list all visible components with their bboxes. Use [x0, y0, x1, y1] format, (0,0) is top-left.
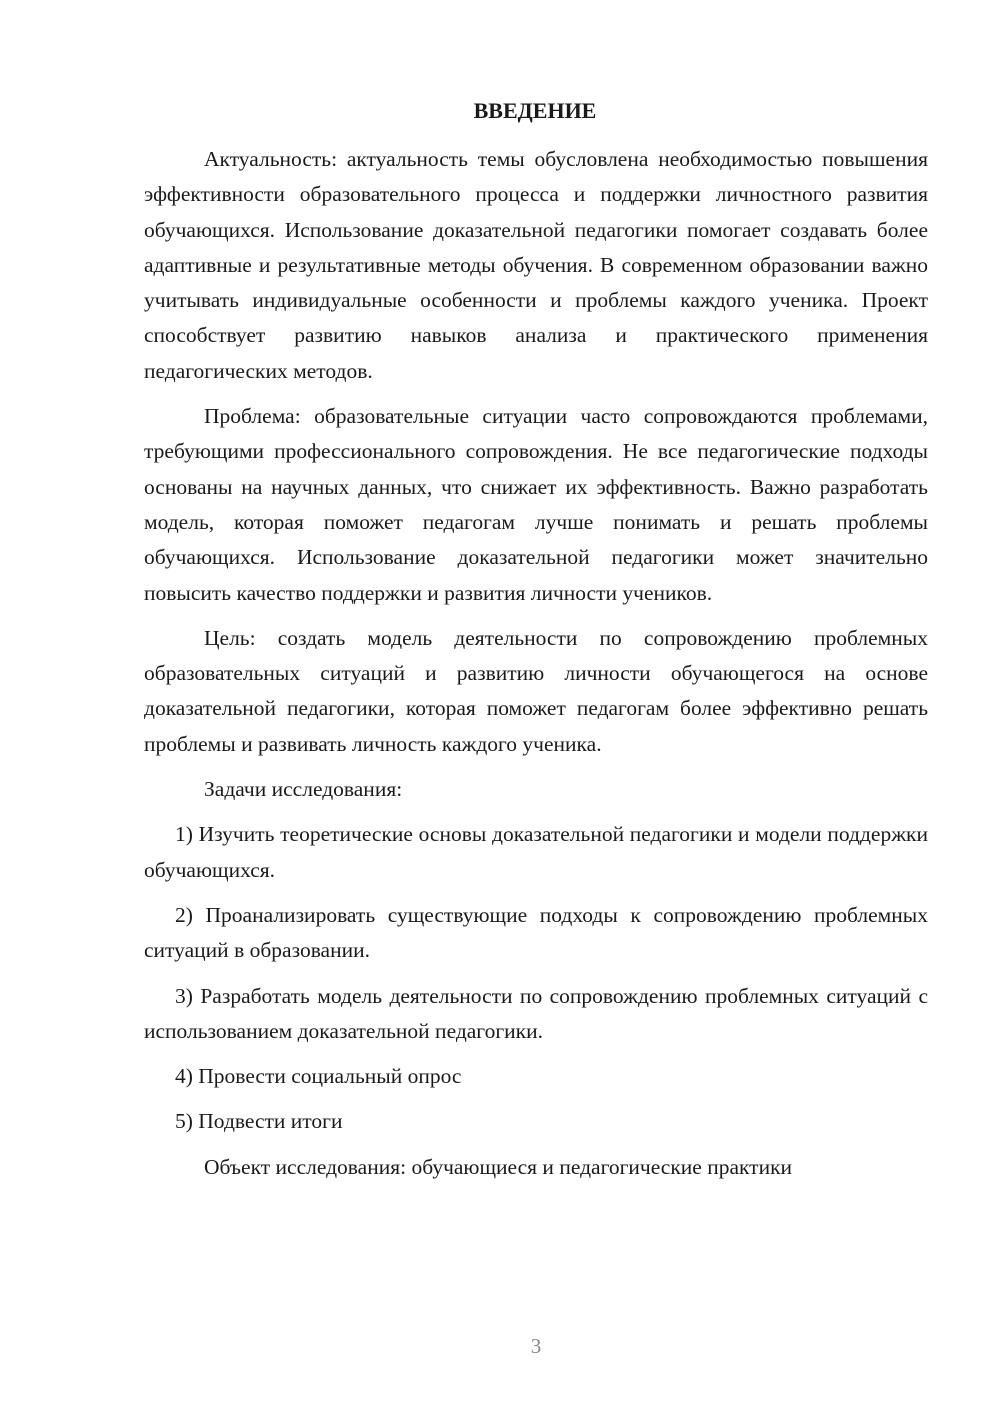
- tasks-heading: Задачи исследования:: [204, 777, 403, 802]
- document-body: [144, 142, 928, 1185]
- task-item: 3) Разработать модель деятельности по сопровождению проблемных ситуаций с использованием доказательной педагогики.: [144, 983, 928, 1043]
- paragraph-relevance: Актуальность: актуальность темы обусловлена необходимостью повышения эффективности образовательного процесса и поддержки личностного развития обучающихся. Использование доказательной педагогики помогает создавать более адаптивные и результативные методы обучения. В современном образовании важно учитывать индивидуальные особенности и проблемы каждого ученика. Проект способствует развитию навыков анализа и практического применения педагогических методов.: [144, 147, 928, 383]
- paragraph-problem: Проблема: образовательные ситуации часто сопровождаются проблемами, требующими профессионального сопровождения. Не все педагогические подходы основаны на научных данных, что снижает их эффективность. Важно разработать модель, которая поможет педагогам лучше понимать и решать проблемы обучающихся. Использование доказательной педагогики может значительно повысить качество поддержки и развития личности учеников.: [144, 404, 928, 605]
- task-item: 2) Проанализировать существующие подходы к сопровождению проблемных ситуаций в образовании.: [144, 902, 928, 963]
- task-item: 1) Изучить теоретические основы доказательной педагогики и модели поддержки обучающихся.: [144, 822, 928, 882]
- research-object: Объект исследования: обучающиеся и педагогические практики: [204, 1154, 793, 1179]
- task-item: 4) Провести социальный опрос: [175, 1064, 462, 1089]
- paragraph-goal: Цель: создать модель деятельности по сопровождению проблемных образовательных ситуаций и развитию личности обучающегося на основе доказательной педагогики, которая поможет педагогам более эффективно решать проблемы и развивать личность каждого ученика.: [144, 625, 928, 756]
- page-title: ВВЕДЕНИЕ: [473, 98, 597, 123]
- page-number: 3: [530, 1334, 542, 1358]
- task-item: 5) Подвести итоги: [175, 1109, 343, 1134]
